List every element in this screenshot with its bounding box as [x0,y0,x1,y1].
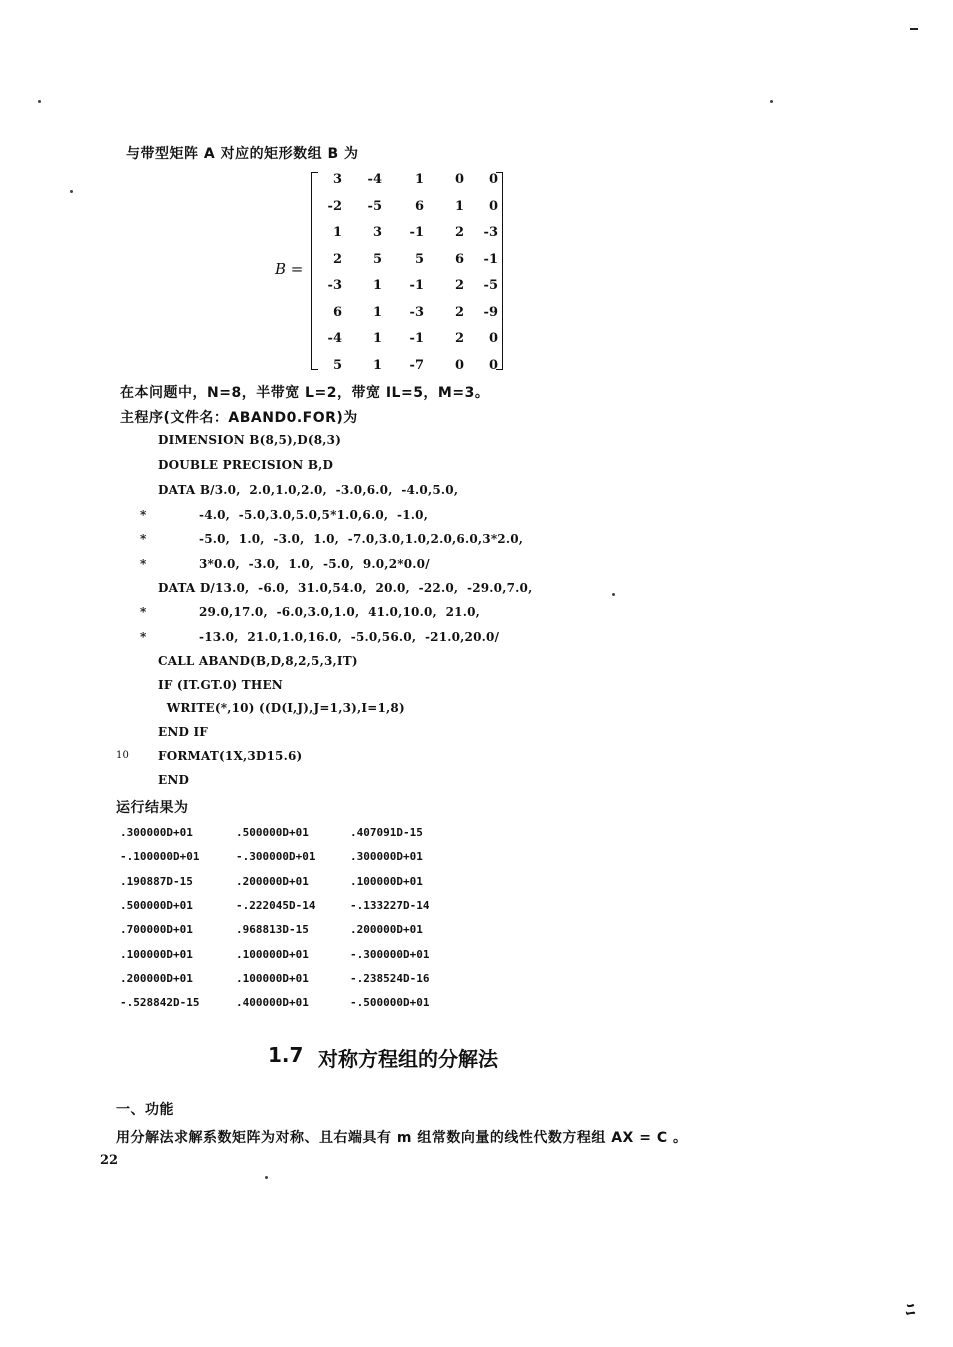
result-value: .400000D+01 [236,996,309,1010]
code-line: * -5.0, 1.0, -3.0, 1.0, -7.0,3.0,1.0,2.0,6.0,3*2.0, [140,532,524,546]
matrix-cell: -7 [409,357,424,373]
matrix-cell: 2 [454,304,464,320]
subheading: 一、功能 [116,1102,174,1118]
matrix-cell: -1 [409,278,424,293]
matrix-cell: 1 [332,225,342,240]
code-line: * 29.0,17.0, -6.0,3.0,1.0, 41.0,10.0, 21.0, [140,605,481,619]
code-line: END [158,773,190,787]
result-value: .500000D+01 [236,826,309,839]
matrix-cell: 2 [454,225,464,240]
section-title: 对称方程组的分解法 [318,1047,498,1071]
result-value: .190887D-15 [120,874,193,888]
main-program-line: 主程序(文件名：ABAND0.FOR)为 [120,410,358,426]
result-value: -.528842D-15 [120,996,200,1010]
matrix-cell: 6 [332,304,342,320]
result-value: .700000D+01 [120,923,193,937]
matrix-cell: -5 [367,198,382,214]
matrix-cell: 1 [372,357,382,373]
result-value: .968813D-15 [236,923,309,937]
code-line: WRITE(*,10) ((D(I,J),J=1,3),I=1,8) [158,701,405,715]
matrix-cell: -4 [327,331,342,346]
result-value: .100000D+01 [236,971,309,985]
scan-dot [770,100,773,103]
code-line: END IF [158,725,209,739]
matrix-cell: -1 [409,225,424,240]
matrix-cell: 3 [372,225,382,240]
matrix-cell: 0 [454,172,464,187]
matrix-cell: 1 [372,304,382,320]
code-line: IF (IT.GT.0) THEN [158,678,283,692]
matrix-cell: 6 [414,198,424,214]
matrix-cell: -3 [327,278,342,293]
scan-dot [265,1176,268,1179]
result-value: -.300000D+01 [350,947,430,961]
matrix-cell: -1 [483,251,498,267]
matrix-cell: 6 [454,251,464,267]
matrix-cell: -9 [483,304,498,320]
result-value: .100000D+01 [350,874,423,888]
result-value: -.100000D+01 [120,850,200,864]
result-label: 运行结果为 [116,800,189,816]
matrix-cell: 1 [372,278,382,293]
result-value: -.500000D+01 [350,996,430,1010]
matrix-cell: 2 [454,331,464,346]
code-line: * 3*0.0, -3.0, 1.0, -5.0, 9.0,2*0.0/ [140,557,430,571]
matrix-cell: 1 [414,172,424,187]
intro-text: 与带型矩阵 A 对应的矩形数组 B 为 [126,146,359,162]
matrix-cell: 3 [332,172,342,187]
code-line: DIMENSION B(8,5),D(8,3) [158,433,342,447]
result-value: -.133227D-14 [350,898,430,912]
function-text: 用分解法求解系数矩阵为对称、且右端具有 m 组常数向量的线性代数方程组 AX = C 。 [116,1130,688,1146]
page-number: 22 [100,1153,119,1168]
result-value: .200000D+01 [236,874,309,888]
result-value: .200000D+01 [120,971,193,985]
code-line: DATA D/13.0, -6.0, 31.0,54.0, 20.0, -22.0, -29.0,7.0, [158,581,533,595]
result-value: -.222045D-14 [236,898,316,912]
matrix-cell: -5 [483,278,498,293]
matrix-cell: 1 [454,198,464,214]
matrix-label: B = [275,260,304,278]
code-line: DATA B/3.0, 2.0,1.0,2.0, -3.0,6.0, -4.0,5.0, [158,483,459,497]
code-line: * -4.0, -5.0,3.0,5.0,5*1.0,6.0, -1.0, [140,508,429,522]
section-number: 1.7 [268,1043,304,1067]
result-value: .200000D+01 [350,923,423,937]
matrix-cell: 0 [488,331,498,346]
result-value: .500000D+01 [120,898,193,912]
matrix-cell: -3 [409,304,424,320]
result-value: -.300000D+01 [236,850,316,864]
matrix-cell: -3 [483,225,498,240]
code-line: FORMAT(1X,3D15.6) [158,749,303,763]
matrix-cell: 0 [488,198,498,214]
result-value: .300000D+01 [120,826,193,839]
scan-mark-bottom-right: ﾆ [906,1300,915,1321]
code-line: CALL ABAND(B,D,8,2,5,3,IT) [158,654,358,668]
matrix-cell: -2 [327,198,342,214]
matrix-cell: 0 [454,357,464,373]
result-value: .300000D+01 [350,850,423,864]
matrix-cell: 2 [332,251,342,267]
format-statement-label: 10 [116,750,130,761]
matrix-cell: 0 [488,357,498,373]
scan-mark-top-right [910,28,918,30]
result-value: .100000D+01 [236,947,309,961]
result-value: .407091D-15 [350,826,423,839]
matrix-cell: 2 [454,278,464,293]
code-line: * -13.0, 21.0,1.0,16.0, -5.0,56.0, -21.0,20.0/ [140,630,500,644]
result-value: .100000D+01 [120,947,193,961]
scan-dot [70,190,73,193]
scan-dot [38,100,41,103]
matrix-cell: 5 [414,251,424,267]
matrix-cell: 1 [372,331,382,346]
result-value: -.238524D-16 [350,971,430,985]
matrix-cell: -4 [367,172,382,187]
matrix-cell: 5 [332,357,342,373]
params-line: 在本问题中，N=8，半带宽 L=2，带宽 IL=5，M=3。 [120,385,490,401]
scan-dot [612,593,615,596]
matrix-cell: 5 [372,251,382,267]
matrix-cell: -1 [409,331,424,346]
matrix-cell: 0 [488,172,498,187]
code-line: DOUBLE PRECISION B,D [158,458,334,472]
